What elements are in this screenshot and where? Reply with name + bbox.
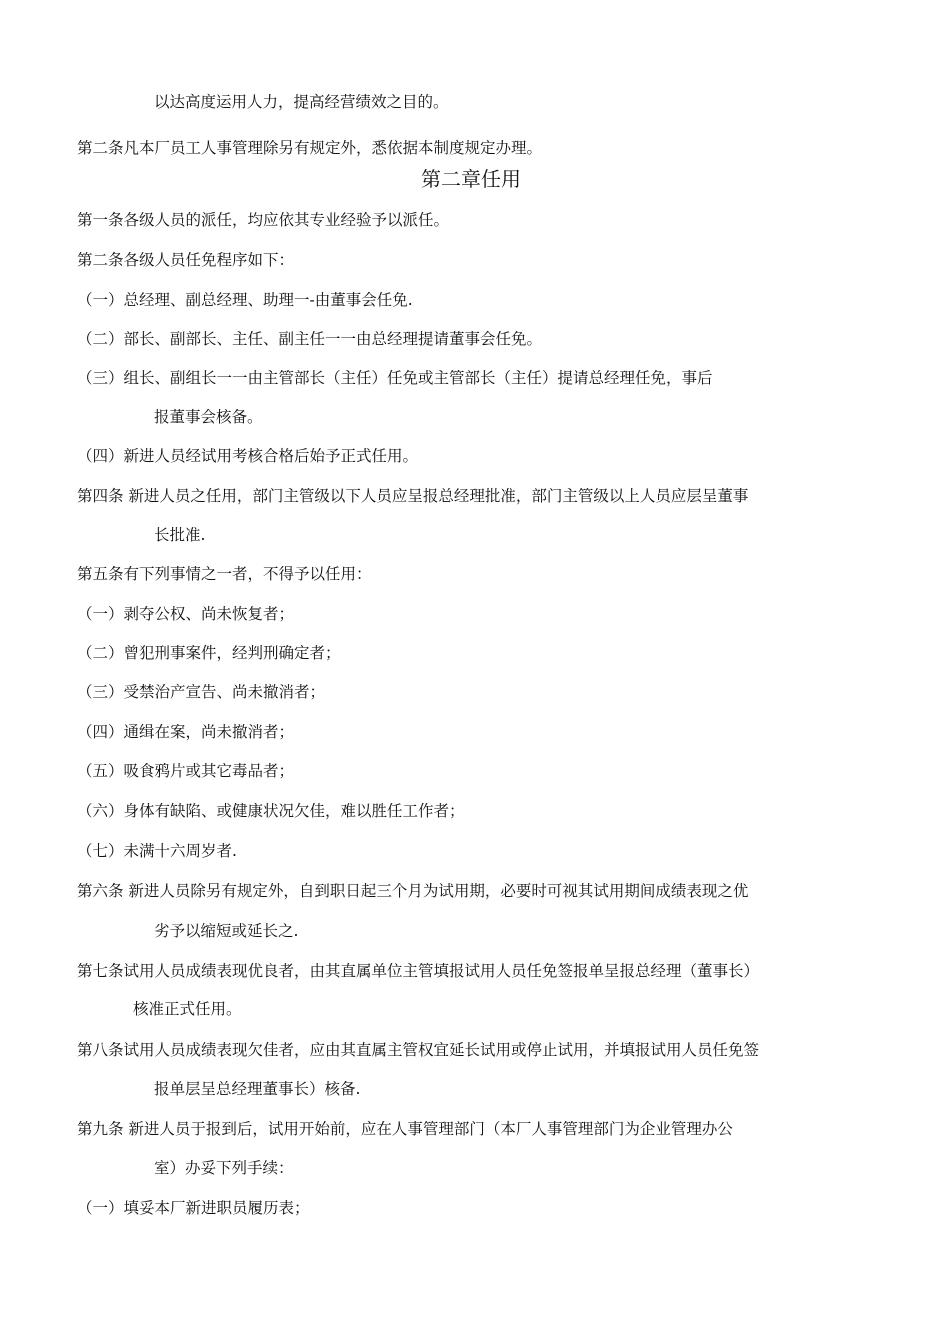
article-5-item-6: （六）身体有缺陷、或健康状况欠佳，难以胜任工作者； [77, 802, 465, 820]
article-5-item-5: （五）吸食鸦片或其它毒品者； [77, 762, 295, 780]
article-5-item-4: （四）通缉在案，尚未撤消者； [77, 723, 295, 741]
article-4-cont: 长批准. [154, 526, 206, 544]
article-2-general: 第二条凡本厂员工人事管理除另有规定外，悉依据本制度规定办理。 [77, 139, 543, 157]
article-8: 第八条试用人员成绩表现欠佳者，应由其直属主管权宜延长试用或停止试用，并填报试用人员任免签 [77, 1041, 760, 1059]
article-9-cont: 室）办妥下列手续： [154, 1159, 294, 1177]
article-7-cont: 核准正式任用。 [133, 1000, 242, 1018]
article-6: 第六条 新进人员除另有规定外，自到职日起三个月为试用期，必要时可视其试用期间成绩表现之优 [77, 882, 749, 900]
article-5-item-7: （七）未满十六周岁者. [77, 842, 237, 860]
chapter-title: 第二章任用 [421, 167, 521, 191]
article-2: 第二条各级人员任免程序如下： [77, 251, 295, 269]
article-9: 第九条 新进人员于报到后，试用开始前，应在人事管理部门（本厂人事管理部门为企业管理办公 [77, 1120, 733, 1138]
article-1: 第一条各级人员的派任，均应依其专业经验予以派任。 [77, 211, 450, 229]
article-6-cont: 劣予以缩短或延长之. [154, 922, 299, 940]
article-7: 第七条试用人员成绩表现优良者，由其直属单位主管填报试用人员任免签报单呈报总经理（董事长） [77, 962, 760, 980]
article-5-item-2: （二）曾犯刑事案件，经判刑确定者； [77, 644, 341, 662]
article-2-item-3-cont: 报董事会核备。 [154, 408, 263, 426]
intro-continuation: 以达高度运用人力，提高经营绩效之目的。 [154, 93, 449, 111]
article-2-item-4: （四）新进人员经试用考核合格后始予正式任用。 [77, 447, 419, 465]
article-5-item-1: （一）剥夺公权、尚未恢复者； [77, 605, 295, 623]
article-2-item-3: （三）组长、副组长一一由主管部长（主任）任免或主管部长（主任）提请总经理任免，事后 [77, 369, 713, 387]
article-5: 第五条有下列事情之一者，不得予以任用： [77, 565, 372, 583]
article-5-item-3: （三）受禁治产宣告、尚未撤消者； [77, 683, 326, 701]
article-9-item-1: （一）填妥本厂新进职员履历表； [77, 1199, 310, 1217]
article-2-item-1: （一）总经理、副总经理、助理一-由董事会任免. [77, 291, 413, 309]
article-4: 第四条 新进人员之任用，部门主管级以下人员应呈报总经理批准，部门主管级以上人员应层呈董事 [77, 487, 749, 505]
article-2-item-2: （二）部长、副部长、主任、副主任一一由总经理提请董事会任免。 [77, 330, 543, 348]
article-8-cont: 报单层呈总经理董事长）核备. [154, 1080, 361, 1098]
